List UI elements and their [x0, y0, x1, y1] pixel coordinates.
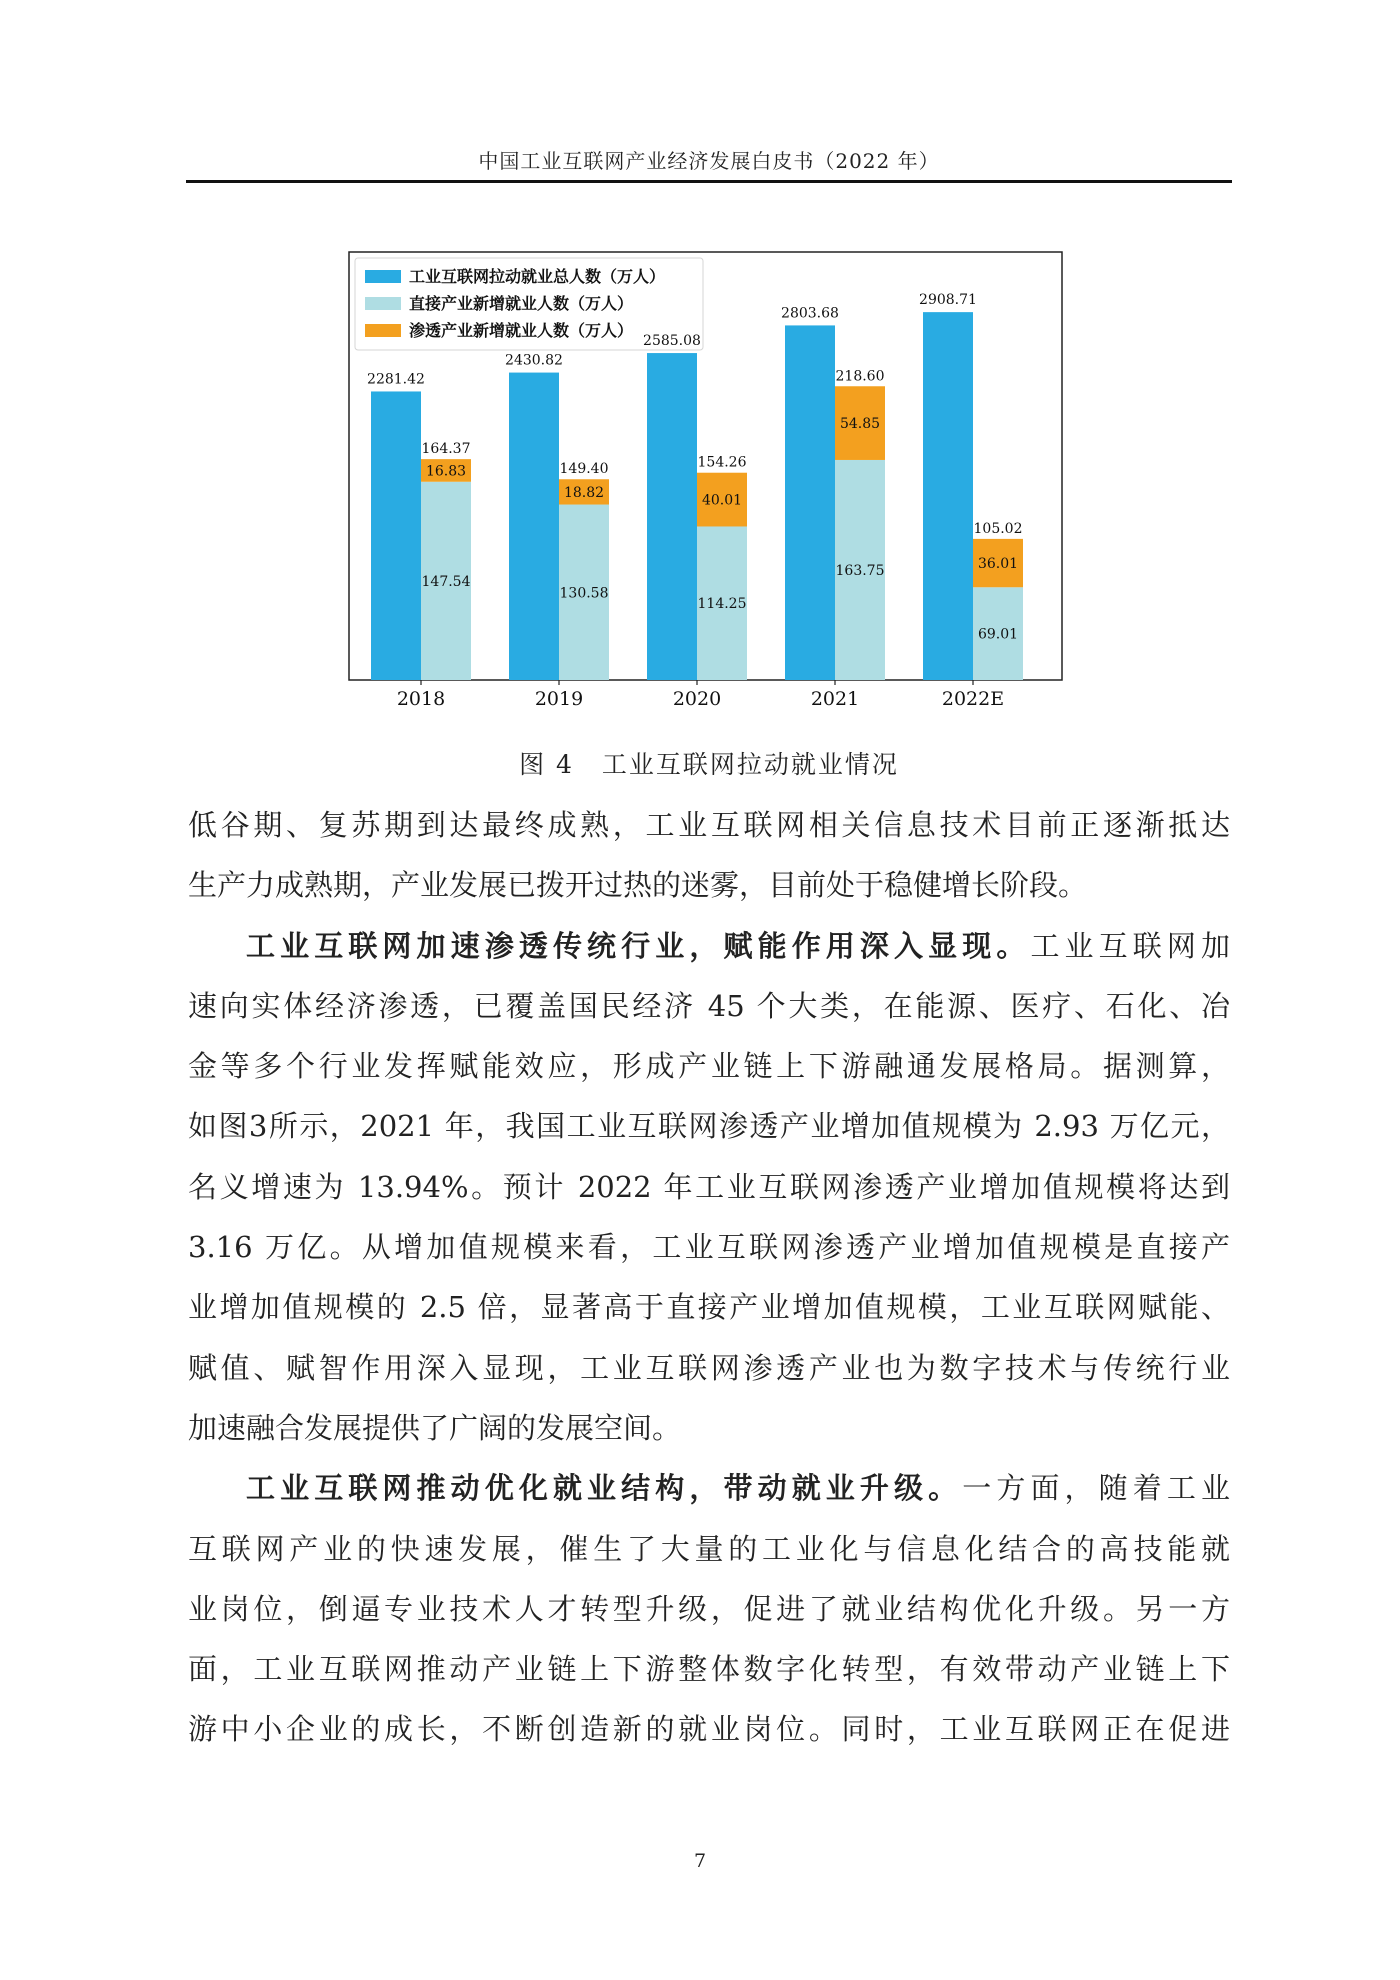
x-axis-ticks: [397, 680, 1004, 710]
bar-total-2022E: [923, 312, 973, 680]
para2-line5: 名义增速为 13.94%。预计 2022 年工业互联网渗透产业增加值规模将达到: [188, 1169, 1230, 1204]
x-tick-2022E: 2022E: [941, 688, 1005, 710]
para2-line3: 金等多个行业发挥赋能效应，形成产业链上下游融通发展格局。据测算，: [188, 1049, 1230, 1084]
label-total-2019: 2430.82: [505, 352, 563, 369]
legend-swatch-total: [365, 270, 401, 283]
label-direct-2019: 130.58: [559, 585, 609, 602]
para3-line5: 游中小企业的成长，不断创造新的就业岗位。同时，工业互联网正在促进: [188, 1712, 1230, 1747]
para2-line2: 速向实体经济渗透，已覆盖国民经济 45 个大类，在能源、医疗、石化、冶: [188, 988, 1230, 1023]
para2-lead: 工业互联网加速渗透传统行业，赋能作用深入显现。: [246, 928, 1031, 963]
para2-line8: 赋值、赋智作用深入显现，工业互联网渗透产业也为数字技术与传统行业: [188, 1350, 1230, 1385]
para2-line6: 3.16 万亿。从增加值规模来看，工业互联网渗透产业增加值规模是直接产: [188, 1230, 1230, 1265]
chart-svg: [343, 250, 1073, 710]
para3-line1: [188, 1458, 1230, 1518]
bar-total-2021: [785, 325, 835, 680]
x-tick-2018: 2018: [396, 688, 446, 710]
legend-label-penetration: 渗透产业新增就业人数（万人）: [409, 321, 634, 340]
bar-total-2020: [647, 353, 697, 680]
label-stack-total-2018: 164.37: [421, 441, 471, 458]
label-penetration-2018: 16.83: [425, 463, 467, 480]
bar-layer: [371, 312, 1023, 680]
para2-line1: [188, 916, 1230, 976]
page-header: 中国工业互联网产业经济发展白皮书（2022 年）: [478, 149, 940, 173]
legend-swatch-penetration: [365, 324, 401, 337]
label-total-2018: 2281.42: [367, 371, 425, 388]
label-direct-2022E: 69.01: [977, 626, 1019, 643]
label-stack-total-2019: 149.40: [559, 461, 609, 478]
para3-line4: 面，工业互联网推动产业链上下游整体数字化转型，有效带动产业链上下: [188, 1652, 1230, 1687]
x-tick-2019: 2019: [534, 688, 584, 710]
label-total-2020: 2585.08: [643, 333, 701, 350]
x-tick-2021: 2021: [810, 688, 860, 710]
label-direct-2018: 147.54: [421, 573, 471, 590]
x-tick-2020: 2020: [672, 688, 722, 710]
bar-total-2019: [509, 373, 559, 680]
para3-line1-rest: 一方面，随着工业: [962, 1471, 1230, 1506]
para1-line2: 生产力成熟期，产业发展已拨开过热的迷雾，目前处于稳健增长阶段。: [188, 868, 1088, 903]
label-penetration-2021: 54.85: [839, 416, 881, 433]
para3-line2: 互联网产业的快速发展，催生了大量的工业化与信息化结合的高技能就: [188, 1531, 1230, 1566]
body-text: [188, 795, 1230, 1760]
header-rule: [186, 180, 1232, 183]
legend-swatch-direct: [365, 297, 401, 310]
label-total-2022E: 2908.71: [919, 292, 977, 309]
para2-line7: 业增加值规模的 2.5 倍，显著高于直接产业增加值规模，工业互联网赋能、: [188, 1290, 1230, 1325]
bar-total-2018: [371, 391, 421, 680]
para2-line4: 如图3所示，2021 年，我国工业互联网渗透产业增加值规模为 2.93 万亿元，: [188, 1109, 1230, 1144]
page-number: 7: [693, 1850, 707, 1872]
label-stack-total-2022E: 105.02: [973, 520, 1023, 537]
figure-caption: [188, 745, 1230, 781]
label-stack-total-2021: 218.60: [835, 368, 885, 385]
figure-number: 图 4: [519, 750, 574, 779]
para3-line3: 业岗位，倒逼专业技术人才转型升级，促进了就业结构优化升级。另一方: [188, 1591, 1230, 1626]
label-penetration-2022E: 36.01: [977, 556, 1019, 573]
label-direct-2021: 163.75: [835, 562, 885, 579]
label-penetration-2020: 40.01: [701, 492, 743, 509]
figure-title: 工业互联网拉动就业情况: [601, 750, 899, 779]
label-direct-2020: 114.25: [697, 596, 747, 613]
label-stack-total-2020: 154.26: [697, 454, 747, 471]
legend-label-total: 工业互联网拉动就业总人数（万人）: [409, 267, 666, 286]
para1-line1: 低谷期、复苏期到达最终成熟，工业互联网相关信息技术目前正逐渐抵达: [188, 808, 1230, 842]
label-penetration-2019: 18.82: [563, 484, 605, 501]
legend-label-direct: 直接产业新增就业人数（万人）: [409, 294, 634, 313]
employment-chart: [343, 250, 1073, 710]
para2-line1-rest: 工业互联网加: [1030, 928, 1230, 963]
para2-line9: 加速融合发展提供了广阔的发展空间。: [188, 1410, 682, 1445]
label-total-2021: 2803.68: [781, 305, 839, 322]
para3-lead: 工业互联网推动优化就业结构，带动就业升级。: [246, 1471, 963, 1506]
